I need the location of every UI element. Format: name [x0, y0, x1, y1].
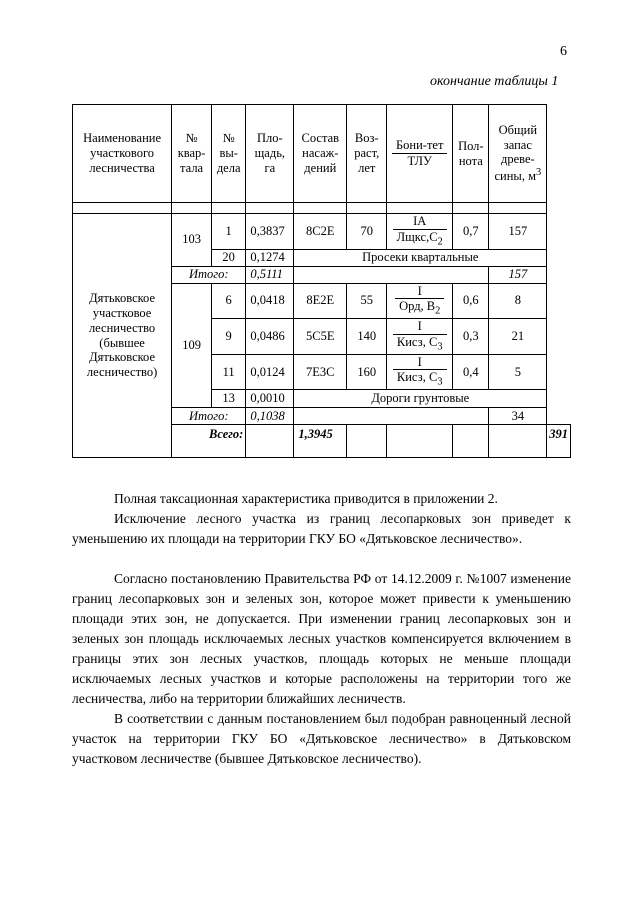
bonitet-value: I: [417, 283, 422, 298]
note-cell: Просеки квартальные: [294, 249, 547, 266]
density-cell: 0,7: [453, 214, 489, 250]
stock-cell: 157: [489, 214, 547, 250]
age-cell: 140: [347, 319, 387, 355]
age-cell: 160: [347, 354, 387, 390]
subtotal-area: 0,1038: [246, 408, 294, 425]
table-row: [73, 214, 571, 250]
subtotal-empty: [294, 266, 489, 283]
tlu-value: [393, 229, 447, 249]
tlu-sub: 2: [435, 305, 441, 317]
bonitet-cell: [387, 283, 453, 319]
bonitet-cell: [387, 354, 453, 390]
plot-cell: 6: [212, 283, 246, 319]
header-bonitet-top: Бони-тет: [395, 138, 444, 153]
tlu-value: [393, 334, 447, 354]
tlu-sub: 2: [437, 236, 443, 248]
density-cell: 0,6: [453, 283, 489, 319]
area-cell: 0,0418: [246, 283, 294, 319]
area-cell: 0,0124: [246, 354, 294, 390]
plot-cell: 20: [212, 249, 246, 266]
age-cell: 70: [347, 214, 387, 250]
header-bonitet: [387, 105, 453, 203]
stock-cell: 21: [489, 319, 547, 355]
header-plot: № вы-дела: [212, 105, 246, 203]
plot-cell: 11: [212, 354, 246, 390]
total-empty: [347, 425, 387, 458]
header-stock-label: Общий запас древе-сины, м: [494, 122, 538, 184]
district-name-cell: Дятьковское участковое лесничество (бывшее Дятьковское лесничество): [73, 214, 172, 458]
area-cell: 0,0486: [246, 319, 294, 355]
composition-cell: 7Е3С: [294, 354, 347, 390]
tlu-text: Кисз, С: [396, 334, 438, 349]
total-label: Всего:: [172, 425, 246, 458]
subtotal-label: Итого:: [172, 266, 246, 283]
tlu-text: Лщкс,С: [396, 229, 438, 244]
plot-cell: 1: [212, 214, 246, 250]
area-cell: 0,0010: [246, 390, 294, 408]
subtotal-label: Итого:: [172, 408, 246, 425]
tlu-text: Кисз, С: [396, 370, 438, 385]
area-cell: 0,1274: [246, 249, 294, 266]
table-spacer-row: [73, 203, 571, 214]
table-header-row: [73, 105, 571, 203]
composition-cell: 5С5Е: [294, 319, 347, 355]
bonitet-cell: [387, 319, 453, 355]
age-cell: 55: [347, 283, 387, 319]
header-age: Воз-раст, лет: [347, 105, 387, 203]
composition-cell: 8Е2Е: [294, 283, 347, 319]
bonitet-cell: [387, 214, 453, 250]
forest-plots-table: [72, 104, 571, 458]
total-stock: 391: [547, 425, 571, 458]
header-area: Пло-щадь, га: [246, 105, 294, 203]
note-cell: Дороги грунтовые: [294, 390, 547, 408]
bonitet-value: I: [417, 354, 422, 369]
subtotal-area: 0,5111: [246, 266, 294, 283]
plot-cell: 9: [212, 319, 246, 355]
header-composition: Состав насаж-дений: [294, 105, 347, 203]
stock-cell: 5: [489, 354, 547, 390]
paragraph-4: В соответствии с данным постановлением был подобран равноценный лесной участок на территории ГКУ БО «Дятьковское лесничество» в Дятьковском участковом лесничестве (бывшее Дятьковское лесничество).: [72, 711, 571, 766]
subtotal-stock: 157: [489, 266, 547, 283]
header-bonitet-bottom: ТЛУ: [392, 153, 447, 169]
stock-cell: 8: [489, 283, 547, 319]
quarter-103: 103: [172, 214, 212, 267]
header-district: Наименование участкового лесничества: [73, 105, 172, 203]
table-continuation-caption: окончание таблицы 1: [430, 74, 559, 89]
subtotal-stock: 34: [489, 408, 547, 425]
plot-cell: 13: [212, 390, 246, 408]
total-empty: [246, 425, 294, 458]
total-empty: [453, 425, 489, 458]
paragraph-2: Исключение лесного участка из границ лесопарковых зон приведет к уменьшению их площади на территории ГКУ БО «Дятьковское лесничество».: [72, 511, 571, 546]
paragraph-3: Согласно постановлению Правительства РФ от 14.12.2009 г. №1007 изменение границ лесопарковых зон и зеленых зон, которое может привести к уменьшению площади этих зон, не допускается. При изменении границ лесопарковых зон и зеленых зон площадь исключаемых лесных участков компенсируется включением в границы этих зон лесных участков, площадь которых не меньше площади исключаемых лесных участков и которые расположены на территории того же лесничества, либо на территории ближайших лесничеств.: [72, 571, 571, 706]
bonitet-value: IА: [413, 214, 427, 228]
total-area: 1,3945: [294, 425, 347, 458]
tlu-sub: 3: [437, 376, 443, 388]
tlu-value: [395, 298, 444, 318]
total-empty: [387, 425, 453, 458]
tlu-text: Орд, В: [399, 299, 436, 314]
header-stock: [489, 105, 547, 203]
density-cell: 0,3: [453, 319, 489, 355]
quarter-109: 109: [172, 283, 212, 408]
page-number: 6: [560, 44, 567, 59]
area-cell: 0,3837: [246, 214, 294, 250]
total-empty: [489, 425, 547, 458]
header-stock-sup: 3: [536, 167, 542, 179]
tlu-sub: 3: [437, 341, 443, 353]
tlu-value: [393, 369, 447, 389]
composition-cell: 8С2Е: [294, 214, 347, 250]
density-cell: 0,4: [453, 354, 489, 390]
header-quarter: № квар-тала: [172, 105, 212, 203]
subtotal-empty: [294, 408, 489, 425]
bonitet-value: I: [417, 319, 422, 334]
paragraph-1: Полная таксационная характеристика приводится в приложении 2.: [114, 491, 498, 506]
header-density: Пол-нота: [453, 105, 489, 203]
